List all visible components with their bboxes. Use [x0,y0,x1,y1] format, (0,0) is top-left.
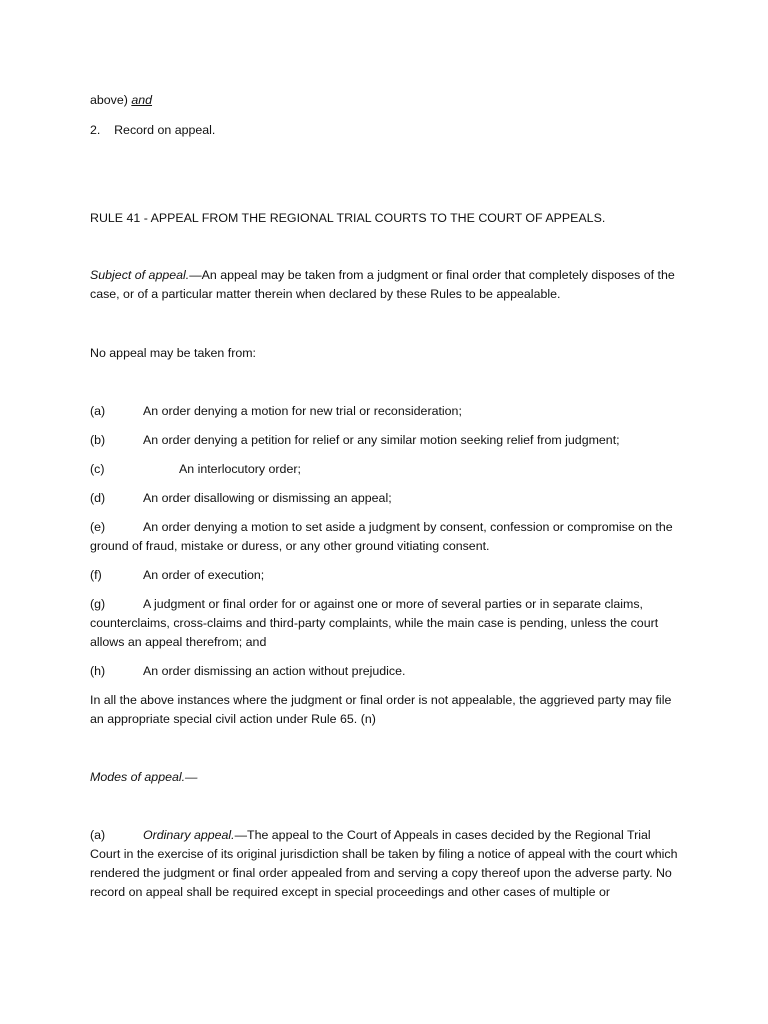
list-item-label: (f) [90,568,102,582]
list-item-text: An order dismissing an action without prejudice. [143,664,406,678]
list-item-label: (d) [90,491,106,505]
list-item-text: A judgment or final order for or against one or more of several parties or in separate claims, counterclaims, cross-claims and third-party complaints, while the main case is pending, unless the court allows an appeal therefrom; and [90,597,659,649]
modes-of-appeal-heading: Modes of appeal.— [90,770,198,784]
rule-heading: RULE 41 - APPEAL FROM THE REGIONAL TRIAL COURTS TO THE COURT OF APPEALS. [90,211,606,225]
list-item [90,460,680,479]
subject-title: Subject of appeal. [90,268,190,282]
list-item-text: An order denying a motion for new trial or reconsideration; [143,404,462,418]
list-item-text: An order disallowing or dismissing an appeal; [143,491,392,505]
continuation-and: and [131,93,153,107]
list-item-label: (h) [90,664,106,678]
list-item [90,489,680,508]
list-item [90,662,680,681]
list-item [90,431,680,450]
list-item-label: (b) [90,433,106,447]
list-item-label: (g) [90,597,106,611]
closing-paragraph: In all the above instances where the judgment or final order is not appealable, the aggrieved party may file an appropriate special civil action under Rule 65. (n) [90,693,672,726]
list-item-text: An order denying a petition for relief or any similar motion seeking relief from judgment; [143,433,620,447]
ordinary-appeal-title: Ordinary appeal. [143,828,235,842]
list-item-text: An interlocutory order; [179,462,301,476]
subject-text: —An appeal may be taken from a judgment or final order that completely disposes of the case, or of a particular matter therein when declared by these Rules to be appealable. [90,268,675,301]
no-appeal-intro: No appeal may be taken from: [90,346,256,360]
continuation-line [90,91,152,110]
ordinary-appeal-paragraph [90,826,680,902]
list-item [90,595,680,652]
record-on-appeal-item: 2. Record on appeal. [90,123,216,137]
subject-of-appeal-paragraph [90,266,680,304]
list-item-label: (c) [90,462,105,476]
list-item-text: An order denying a motion to set aside a judgment by consent, confession or compromise on the ground of fraud, mistake or duress, or any other ground vitiating consent. [90,520,673,553]
list-item-label: (a) [90,404,106,418]
list-item [90,518,680,556]
list-item [90,402,680,421]
ordinary-appeal-text: —The appeal to the Court of Appeals in cases decided by the Regional Trial Court in the exercise of its original jurisdiction shall be taken by filing a notice of appeal with the court which rendered the judgment or final order appealed from and serving a copy thereof upon the adverse party. No record on appeal shall be required except in special proceedings and other cases of multiple or [90,828,678,899]
list-item-label: (e) [90,520,106,534]
continuation-text: above) [90,93,128,107]
list-item [90,566,680,585]
list-item-text: An order of execution; [143,568,265,582]
ordinary-appeal-label: (a) [90,828,106,842]
